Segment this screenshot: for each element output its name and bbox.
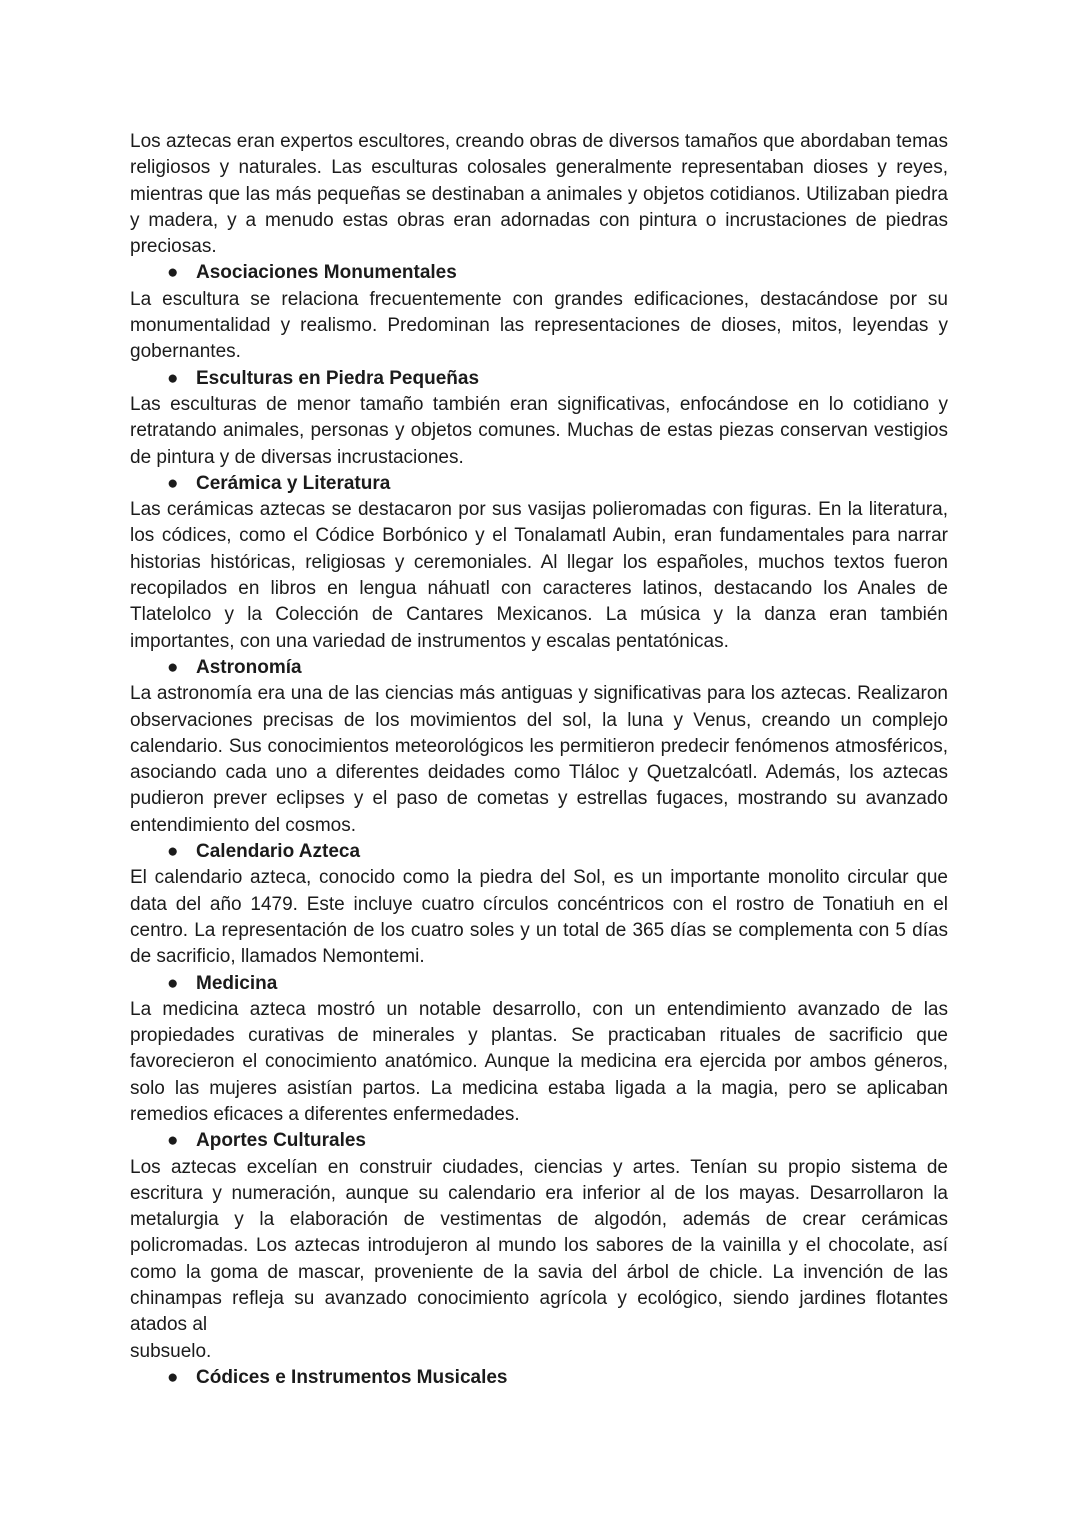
heading-text: Códices e Instrumentos Musicales xyxy=(196,1366,508,1388)
paragraph-astronomia: La astronomía era una de las ciencias más antiguas y significativas para los aztecas. Realizaron observaciones precisas de los movimientos del sol, la luna y Venus, creando un complejo calendario. Sus conocimientos meteorológicos les permitieron predecir fenómenos atmosféricos, asociando cada uno a diferentes deidades como Tláloc y Quetzalcóatl. Además, los aztecas pudieron prever eclipses y el paso de cometas y estrellas fugaces, mostrando su avanzado entendimiento del cosmos. xyxy=(130,683,948,836)
heading-asociaciones-monumentales xyxy=(130,260,948,286)
heading-text: Astronomía xyxy=(196,656,302,678)
heading-aportes-culturales xyxy=(130,1128,948,1154)
bullet-icon: ● xyxy=(167,262,179,284)
paragraph-aportes-culturales: Los aztecas excelían en construir ciudades, ciencias y artes. Tenían su propio sistema de escritura y numeración, aunque su calendario era inferior al de los mayas. Desarrollaron la metalurgia y la elaboración de vestimentas de algodón, además de crear cerámicas policromadas. Los aztecas introdujeron al mundo los sabores de la vainilla y el chocolate, así como la goma de mascar, proveniente de la savia del árbol de chicle. La invención de las chinampas refleja su avanzado conocimiento agrícola y ecológico, siendo jardines flotantes atados al xyxy=(130,1156,948,1336)
paragraph-aportes-culturales-tail: subsuelo. xyxy=(130,1340,212,1362)
paragraph-ceramica-literatura: Las cerámicas aztecas se destacaron por sus vasijas polieromadas con figuras. En la literatura, los códices, como el Códice Borbónico y el Tonalamatl Aubin, eran fundamentales para narrar historias históricas, religiosas y ceremoniales. Al llegar los españoles, muchos textos fueron recopilados en libros en lengua náhuatl con caracteres latinos, destacando los Anales de Tlatelolco y la Colección de Cantares Mexicanos. La música y la danza eran también importantes, con una variedad de instrumentos y escalas pentatónicas. xyxy=(130,499,948,652)
heading-medicina xyxy=(130,971,948,997)
heading-text: Calendario Azteca xyxy=(196,841,361,863)
bullet-icon: ● xyxy=(167,1130,179,1152)
heading-text: Asociaciones Monumentales xyxy=(196,262,457,284)
heading-codices-instrumentos-musicales xyxy=(130,1365,948,1391)
heading-text: Aportes Culturales xyxy=(196,1130,366,1152)
bullet-icon: ● xyxy=(167,1366,179,1388)
bullet-icon: ● xyxy=(167,367,179,389)
paragraph-asociaciones-monumentales: La escultura se relaciona frecuentemente con grandes edificaciones, destacándose por su monumentalidad y realismo. Predominan las representaciones de dioses, mitos, leyendas y gobernantes. xyxy=(130,288,948,363)
bullet-icon: ● xyxy=(167,656,179,678)
intro-paragraph: Los aztecas eran expertos escultores, creando obras de diversos tamaños que abordaban temas religiosos y naturales. Las esculturas colosales generalmente representaban dioses y reyes, mientras que las más pequeñas se destinaban a animales y objetos cotidianos. Utilizaban piedra y madera, y a menudo estas obras eran adornadas con pintura o incrustaciones de piedras preciosas. xyxy=(130,131,948,258)
heading-text: Esculturas en Piedra Pequeñas xyxy=(196,367,480,389)
heading-ceramica-literatura xyxy=(130,471,948,497)
heading-calendario-azteca xyxy=(130,839,948,865)
bullet-icon: ● xyxy=(167,972,179,994)
heading-text: Medicina xyxy=(196,972,278,994)
heading-text: Cerámica y Literatura xyxy=(196,472,391,494)
paragraph-esculturas-piedra-pequenas: Las esculturas de menor tamaño también eran significativas, enfocándose en lo cotidiano y retratando animales, personas y objetos comunes. Muchas de estas piezas conservan vestigios de pintura y de diversas incrustaciones. xyxy=(130,393,948,468)
bullet-icon: ● xyxy=(167,841,179,863)
paragraph-calendario-azteca: El calendario azteca, conocido como la piedra del Sol, es un importante monolito circular que data del año 1479. Este incluye cuatro círculos concéntricos con el rostro de Tonatiuh en el centro. La representación de los cuatro soles y un total de 365 días se complementa con 5 días de sacrificio, llamados Nemontemi. xyxy=(130,867,948,968)
paragraph-medicina: La medicina azteca mostró un notable desarrollo, con un entendimiento avanzado de las propiedades curativas de minerales y plantas. Se practicaban rituales de sacrificio que favorecieron el conocimiento anatómico. Aunque la medicina era ejercida por ambos géneros, solo las mujeres asistían partos. La medicina estaba ligada a la magia, pero se aplicaban remedios eficaces a diferentes enfermedades. xyxy=(130,998,948,1125)
document-page xyxy=(130,129,948,1391)
heading-astronomia xyxy=(130,655,948,681)
bullet-icon: ● xyxy=(167,472,179,494)
heading-esculturas-piedra-pequenas xyxy=(130,366,948,392)
